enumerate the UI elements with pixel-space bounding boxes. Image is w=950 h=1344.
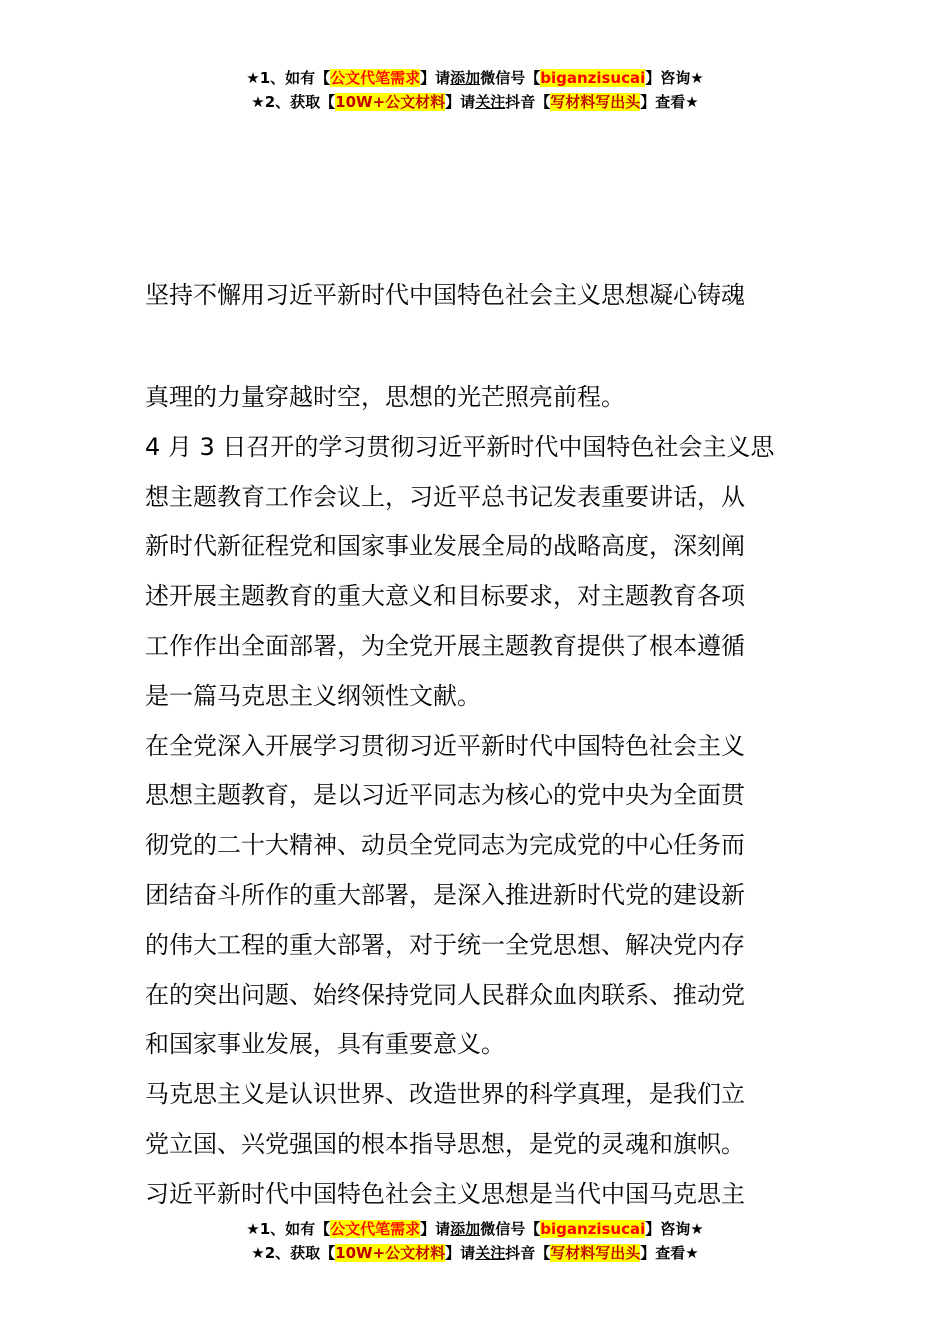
footer-banner — [0, 1217, 950, 1265]
highlight-account: 写材料写出头 — [550, 1244, 641, 1262]
star-icon: ★ — [690, 1220, 704, 1238]
banner-emphasis: 关注 — [475, 1244, 506, 1262]
text-line: 新时代新征程党和国家事业发展全局的战略高度，深刻阐 — [145, 532, 745, 561]
banner-text: 1、如有【 — [259, 69, 331, 87]
banner-text: 】咨询 — [645, 69, 691, 87]
highlight-materials: 10W+公文材料 — [335, 93, 446, 111]
text-line: 在全党深入开展学习贯彻习近平新时代中国特色社会主义 — [145, 731, 745, 760]
text-line: 团结奋斗所作的重大部署，是深入推进新时代党的建设新 — [145, 880, 745, 909]
banner-text: 】请 — [445, 93, 476, 111]
highlight-account: 写材料写出头 — [550, 93, 641, 111]
text-line: 思想主题教育，是以习近平同志为核心的党中央为全面贯 — [145, 781, 745, 810]
banner-text: 】请 — [445, 1244, 476, 1262]
banner-text: 】请 — [420, 1220, 451, 1238]
text-line: 党立国、兴党强国的根本指导思想，是党的灵魂和旗帜。 — [145, 1129, 745, 1158]
banner-text: 】查看 — [640, 1244, 686, 1262]
banner-text: 】请 — [420, 69, 451, 87]
text-line: 述开展主题教育的重大意义和目标要求，对主题教育各项 — [145, 582, 745, 611]
text-line: 真理的力量穿越时空，思想的光芒照亮前程。 — [145, 383, 625, 411]
banner-emphasis: 添加 — [450, 69, 481, 87]
text-line: 的伟大工程的重大部署，对于统一全党思想、解决党内存 — [145, 930, 745, 959]
star-icon: ★ — [246, 1220, 260, 1238]
banner-emphasis: 添加 — [450, 1220, 481, 1238]
banner-line-2 — [0, 90, 950, 114]
banner-text: 2、获取【 — [264, 1244, 336, 1262]
highlight-service: 公文代笔需求 — [330, 1220, 421, 1238]
star-icon: ★ — [251, 1244, 265, 1262]
banner-text: 微信号【 — [480, 1220, 541, 1238]
star-icon: ★ — [685, 1244, 699, 1262]
header-banner — [0, 66, 950, 114]
banner-line-1 — [0, 66, 950, 90]
document-title: 坚持不懈用习近平新时代中国特色社会主义思想凝心铸魂 — [145, 281, 745, 309]
text-line: 习近平新时代中国特色社会主义思想是当代中国马克思主 — [145, 1179, 745, 1208]
star-icon: ★ — [251, 93, 265, 111]
banner-text: 1、如有【 — [259, 1220, 331, 1238]
text-line: 是一篇马克思主义纲领性文献。 — [145, 681, 481, 710]
text-line: 彻党的二十大精神、动员全党同志为完成党的中心任务而 — [145, 831, 745, 860]
text-line: 马克思主义是认识世界、改造世界的科学真理，是我们立 — [145, 1080, 745, 1109]
highlight-wechat-id: biganzisucai — [540, 1220, 646, 1238]
banner-text: 微信号【 — [480, 69, 541, 87]
highlight-service: 公文代笔需求 — [330, 69, 421, 87]
banner-text: 抖音【 — [505, 93, 551, 111]
document-body — [145, 373, 810, 1220]
text-line: 和国家事业发展，具有重要意义。 — [145, 1030, 505, 1059]
banner-emphasis: 关注 — [475, 93, 506, 111]
highlight-materials: 10W+公文材料 — [335, 1244, 446, 1262]
text-line: 工作作出全面部署，为全党开展主题教育提供了根本遵循 — [145, 631, 745, 660]
banner-text: 】咨询 — [645, 1220, 691, 1238]
star-icon: ★ — [690, 69, 704, 87]
banner-line-1 — [0, 1217, 950, 1241]
text-line: 想主题教育工作会议上，习近平总书记发表重要讲话，从 — [145, 482, 745, 511]
highlight-wechat-id: biganzisucai — [540, 69, 646, 87]
text-line: 在的突出问题、始终保持党同人民群众血肉联系、推动党 — [145, 980, 745, 1009]
banner-text: 2、获取【 — [264, 93, 336, 111]
text-line: 4 月 3 日召开的学习贯彻习近平新时代中国特色社会主义思 — [145, 432, 775, 461]
star-icon: ★ — [246, 69, 260, 87]
banner-text: 抖音【 — [505, 1244, 551, 1262]
banner-line-2 — [0, 1241, 950, 1265]
star-icon: ★ — [685, 93, 699, 111]
banner-text: 】查看 — [640, 93, 686, 111]
